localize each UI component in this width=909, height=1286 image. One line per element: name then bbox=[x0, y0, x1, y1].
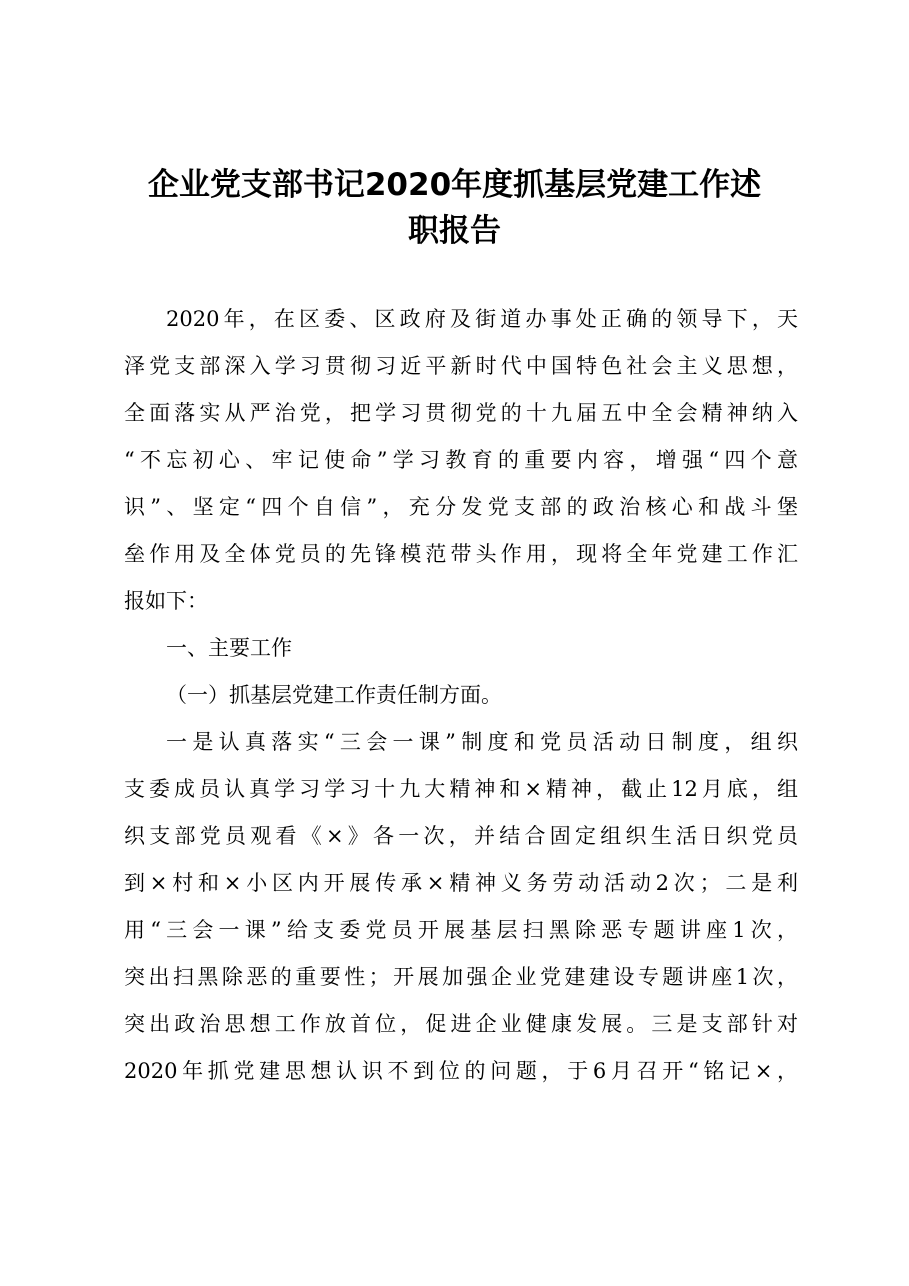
document-body bbox=[124, 296, 798, 1095]
body-line: 一是认真落实“三会一课”制度和党员活动日制度，组织 bbox=[166, 730, 798, 754]
body-line: 用“三会一课”给支委党员开展基层扫黑除恶专题讲座1次， bbox=[124, 918, 798, 942]
body-line: 泽党支部深入学习贯彻习近平新时代中国特色社会主义思想， bbox=[124, 354, 798, 378]
title-line-1: 企业党支部书记2020年度抓基层党建工作述 bbox=[147, 167, 762, 203]
body-line: 识”、坚定“四个自信”，充分发党支部的政治核心和战斗堡 bbox=[124, 495, 798, 519]
body-line: 垒作用及全体党员的先锋模范带头作用，现将全年党建工作汇 bbox=[124, 542, 798, 566]
body-line: 一、主要工作 bbox=[166, 636, 292, 660]
body-line: 支委成员认真学习学习十九大精神和×精神，截止12月底，组 bbox=[124, 777, 798, 801]
body-line: 到×村和×小区内开展传承×精神义务劳动活动2次；二是利 bbox=[124, 871, 798, 895]
body-line: 2020年抓党建思想认识不到位的问题，于6月召开“铭记×， bbox=[124, 1059, 798, 1083]
body-line: 突出政治思想工作放首位，促进企业健康发展。三是支部针对 bbox=[124, 1012, 798, 1036]
body-line: （一）抓基层党建工作责任制方面。 bbox=[166, 683, 502, 707]
body-line: 全面落实从严治党，把学习贯彻党的十九届五中全会精神纳入 bbox=[124, 401, 798, 425]
body-line: 2020年，在区委、区政府及街道办事处正确的领导下，天 bbox=[166, 307, 798, 331]
body-line: 报如下： bbox=[124, 589, 208, 613]
document-title bbox=[100, 162, 809, 254]
body-line: 突出扫黑除恶的重要性；开展加强企业党建建设专题讲座1次， bbox=[124, 965, 798, 989]
body-line: 织支部党员观看《×》各一次，并结合固定组织生活日织党员 bbox=[124, 824, 798, 848]
body-line: “不忘初心、牢记使命”学习教育的重要内容，增强“四个意 bbox=[124, 448, 798, 472]
title-line-2: 职报告 bbox=[408, 213, 501, 249]
